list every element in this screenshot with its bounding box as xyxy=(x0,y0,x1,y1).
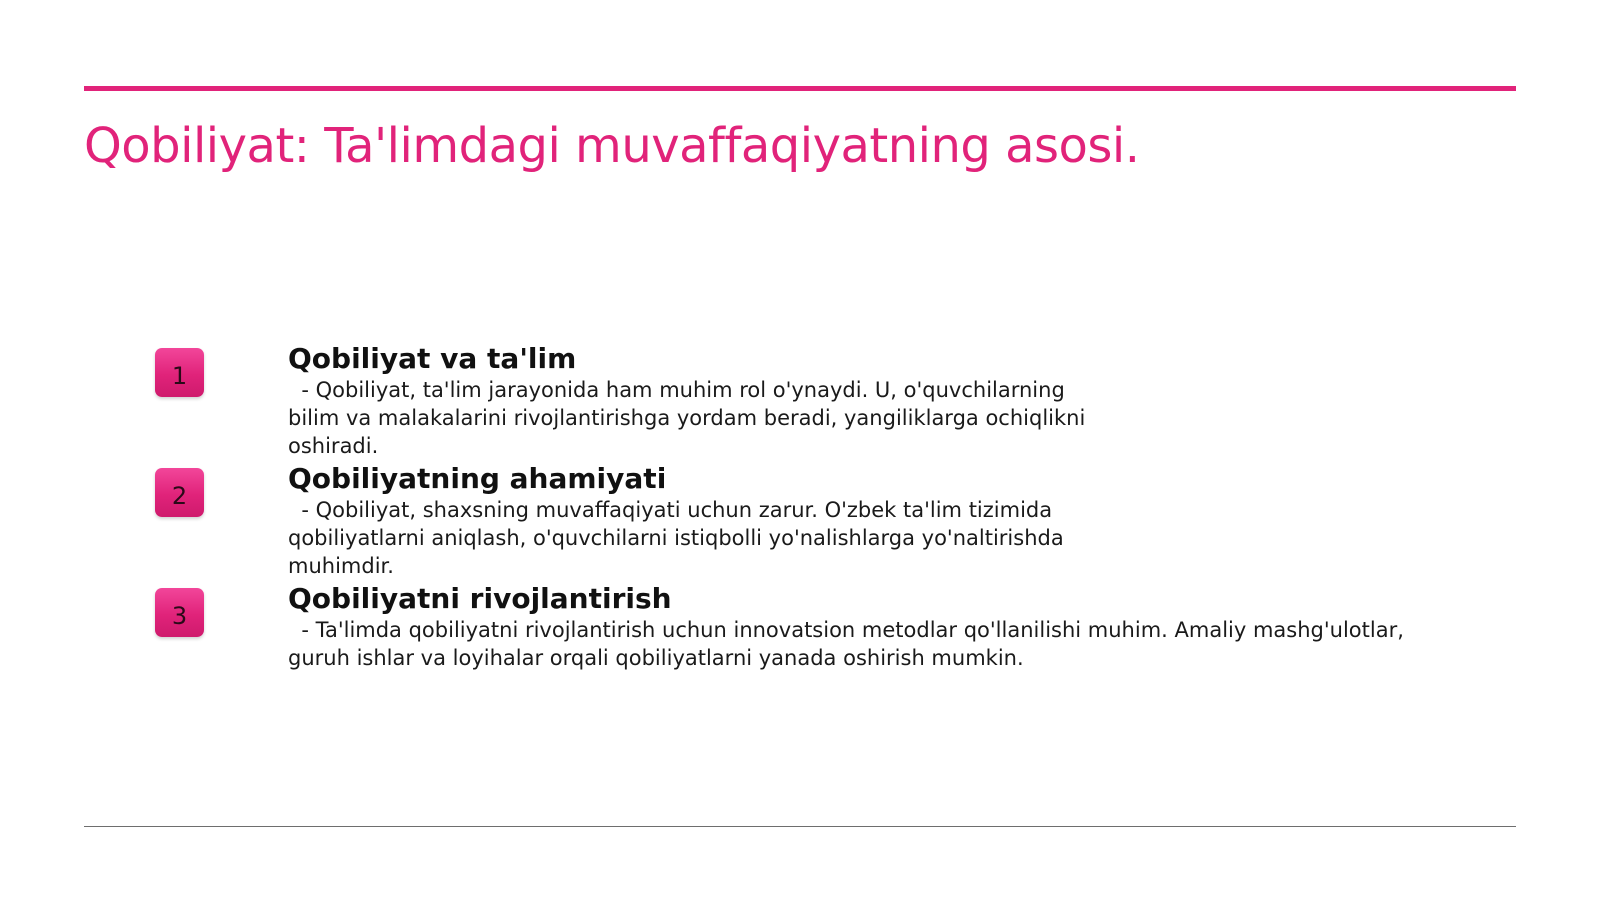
list-item-body: - Ta'limda qobiliyatni rivojlantirish uchun innovatsion metodlar qo'llanilishi muhim. Amaliy mashg'ulotlar, guruh ishlar va loyihalar orqali qobiliyatlarni yanada oshirish mumkin. xyxy=(288,618,1411,670)
slide-title: Qobiliyat: Ta'limdagi muvaffaqiyatning asosi. xyxy=(84,118,1140,174)
list-item-heading: Qobiliyatni rivojlantirish xyxy=(288,582,672,615)
list-item-body: - Qobiliyat, ta'lim jarayonida ham muhim rol o'ynaydi. U, o'quvchilarning bilim va malakalarini rivojlantirishga yordam beradi, yangiliklarga ochiqlikni oshiradi. xyxy=(288,378,1092,458)
list-item-body: - Qobiliyat, shaxsning muvaffaqiyati uchun zarur. O'zbek ta'lim tizimida qobiliyatlarni aniqlash, o'quvchilarni istiqbolli yo'nalishlarga yo'naltirishda muhimdir. xyxy=(288,498,1071,578)
list-item-content xyxy=(288,462,1448,580)
number-badge: 2 xyxy=(155,468,204,517)
number-badge: 1 xyxy=(155,348,204,397)
top-accent-rule xyxy=(84,86,1516,91)
list-item-content xyxy=(288,582,1448,672)
bottom-divider xyxy=(84,826,1516,827)
list-item-content xyxy=(288,342,1448,460)
list-item-heading: Qobiliyat va ta'lim xyxy=(288,342,577,375)
number-badge: 3 xyxy=(155,588,204,637)
list-item-heading: Qobiliyatning ahamiyati xyxy=(288,462,667,495)
